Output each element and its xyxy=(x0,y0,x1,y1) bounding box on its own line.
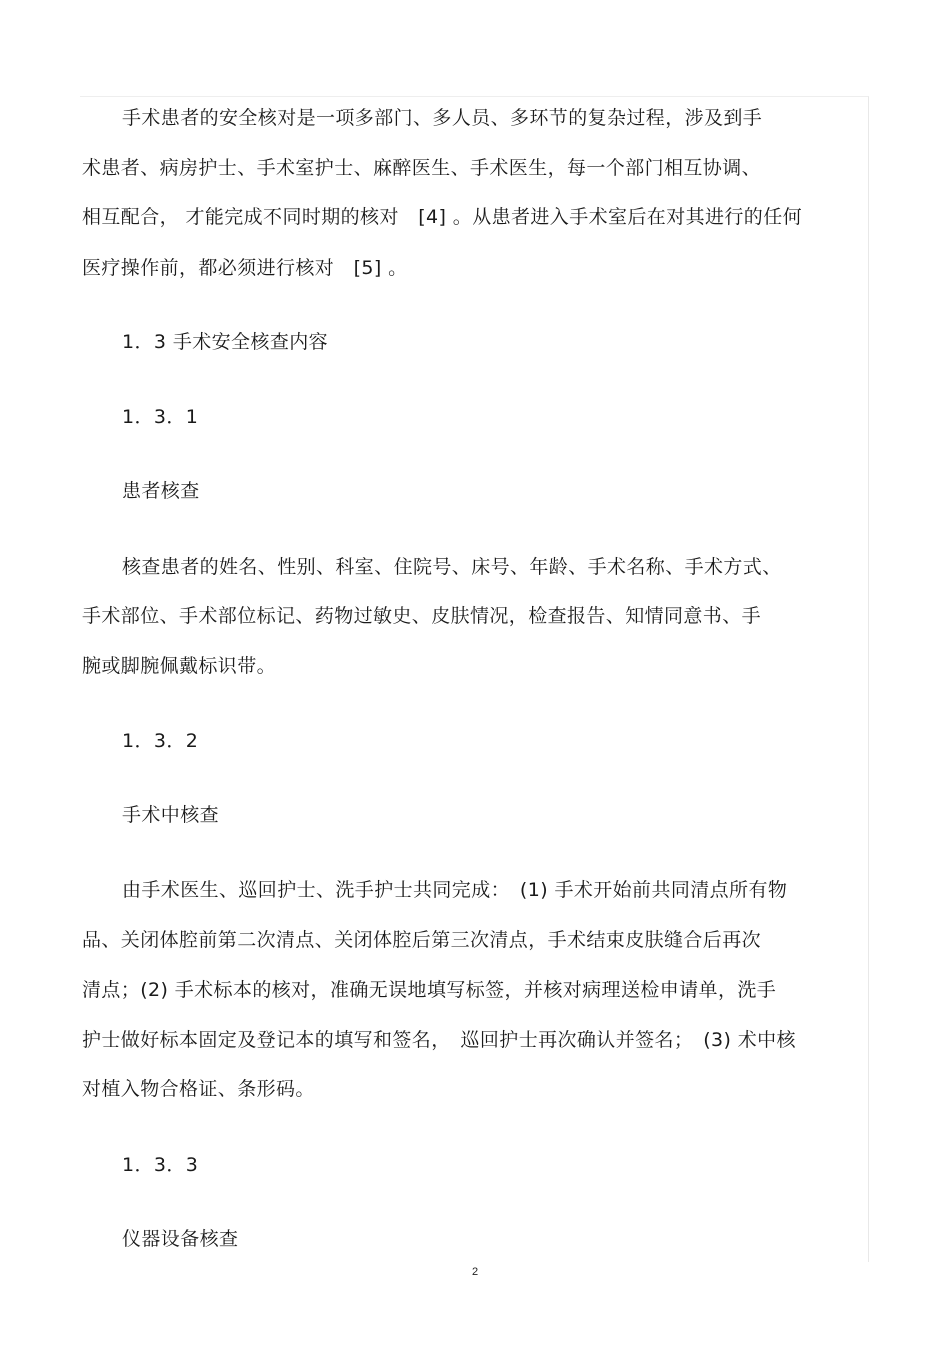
paragraph-line: 护士做好标本固定及登记本的填写和签名， 巡回护士再次确认并签名； (3) 术中核 xyxy=(82,1029,796,1051)
section-heading: 1．3 手术安全核查内容 xyxy=(122,331,329,353)
subsection-number: 1．3．2 xyxy=(122,730,199,752)
paragraph-line: 术患者、病房护士、手术室护士、麻醉医生、手术医生，每一个部门相互协调、 xyxy=(82,157,762,179)
paragraph-line: 对植入物合格证、条形码。 xyxy=(82,1078,315,1100)
subsection-title: 仪器设备核查 xyxy=(122,1228,239,1250)
paragraph-line: 腕或脚腕佩戴标识带。 xyxy=(82,655,277,677)
page-number: 2 xyxy=(471,1266,479,1278)
paragraph-line: 品、关闭体腔前第二次清点、关闭体腔后第三次清点，手术结束皮肤缝合后再次 xyxy=(82,929,762,951)
paragraph-line: 医疗操作前，都必须进行核对 [5] 。 xyxy=(82,257,408,279)
paragraph-line: 清点；(2) 手术标本的核对，准确无误地填写标签，并核对病理送检申请单，洗手 xyxy=(82,979,777,1001)
paragraph-line: 手术部位、手术部位标记、药物过敏史、皮肤情况，检查报告、知情同意书、手 xyxy=(82,605,762,627)
subsection-number: 1．3．1 xyxy=(122,406,199,428)
subsection-title: 患者核查 xyxy=(122,480,200,502)
subsection-number: 1．3．3 xyxy=(122,1154,199,1176)
subsection-title: 手术中核查 xyxy=(122,804,220,826)
paragraph-line: 手术患者的安全核对是一项多部门、多人员、多环节的复杂过程，涉及到手 xyxy=(122,107,763,129)
paragraph-line: 核查患者的姓名、性别、科室、住院号、床号、年龄、手术名称、手术方式、 xyxy=(122,556,782,578)
paragraph-line: 相互配合， 才能完成不同时期的核对 [4] 。从患者进入手术室后在对其进行的任何 xyxy=(82,206,802,228)
paragraph-line: 由手术医生、巡回护士、洗手护士共同完成： (1) 手术开始前共同清点所有物 xyxy=(122,879,788,901)
